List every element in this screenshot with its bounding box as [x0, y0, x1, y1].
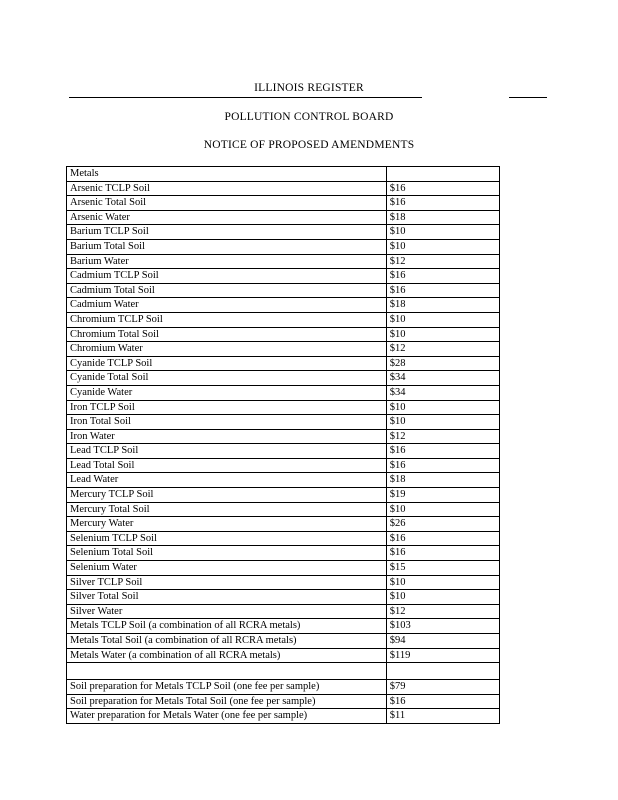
row-fee: $34 — [386, 385, 499, 400]
row-item: Mercury Water — [67, 517, 387, 532]
row-fee: $103 — [386, 619, 499, 634]
row-fee: $94 — [386, 634, 499, 649]
row-item: Cyanide Water — [67, 385, 387, 400]
table-row — [67, 385, 500, 400]
row-fee: $10 — [386, 415, 499, 430]
row-item: Metals TCLP Soil (a combination of all RCRA metals) — [67, 619, 387, 634]
row-item: Iron Water — [67, 429, 387, 444]
row-item: Cadmium Total Soil — [67, 283, 387, 298]
table-row — [67, 575, 500, 590]
table-heading-row — [67, 167, 500, 182]
table-row — [67, 181, 500, 196]
row-item: Barium Total Soil — [67, 239, 387, 254]
row-item: Cadmium TCLP Soil — [67, 269, 387, 284]
row-fee: $16 — [386, 269, 499, 284]
notice-title: NOTICE OF PROPOSED AMENDMENTS — [203, 139, 415, 151]
board-title: POLLUTION CONTROL BOARD — [224, 111, 394, 123]
row-item: Cyanide Total Soil — [67, 371, 387, 386]
row-item: Selenium Water — [67, 561, 387, 576]
row-fee: $18 — [386, 298, 499, 313]
table-row — [67, 590, 500, 605]
table-row — [67, 680, 500, 695]
table-row — [67, 546, 500, 561]
row-fee: $11 — [386, 709, 499, 724]
table-row — [67, 444, 500, 459]
row-fee: $18 — [386, 473, 499, 488]
table-heading: Metals — [67, 167, 387, 182]
row-fee: $15 — [386, 561, 499, 576]
table-row — [67, 663, 500, 680]
table-row — [67, 429, 500, 444]
row-fee: $16 — [386, 196, 499, 211]
table-row — [67, 210, 500, 225]
row-fee: $19 — [386, 488, 499, 503]
row-item: Lead Total Soil — [67, 458, 387, 473]
row-item: Arsenic Total Soil — [67, 196, 387, 211]
row-fee: $12 — [386, 604, 499, 619]
row-item: Arsenic Water — [67, 210, 387, 225]
row-item: Chromium Water — [67, 342, 387, 357]
table-row — [67, 415, 500, 430]
row-fee: $28 — [386, 356, 499, 371]
row-fee: $26 — [386, 517, 499, 532]
row-item: Soil preparation for Metals TCLP Soil (one fee per sample) — [67, 680, 387, 695]
row-fee: $79 — [386, 680, 499, 695]
row-fee: $119 — [386, 648, 499, 663]
row-fee: $18 — [386, 210, 499, 225]
row-item: Chromium TCLP Soil — [67, 312, 387, 327]
row-item: Arsenic TCLP Soil — [67, 181, 387, 196]
row-item: Iron Total Soil — [67, 415, 387, 430]
header-rule-left — [69, 97, 422, 98]
row-item: Selenium TCLP Soil — [67, 531, 387, 546]
row-fee: $16 — [386, 458, 499, 473]
table-row — [67, 619, 500, 634]
row-fee: $12 — [386, 429, 499, 444]
table-row — [67, 604, 500, 619]
row-fee: $10 — [386, 239, 499, 254]
table-row — [67, 312, 500, 327]
row-item: Soil preparation for Metals Total Soil (one fee per sample) — [67, 694, 387, 709]
row-fee: $16 — [386, 546, 499, 561]
table-row — [67, 458, 500, 473]
table-row — [67, 239, 500, 254]
row-item: Cyanide TCLP Soil — [67, 356, 387, 371]
row-item: Barium TCLP Soil — [67, 225, 387, 240]
table-row — [67, 254, 500, 269]
table-row — [67, 371, 500, 386]
table-row — [67, 634, 500, 649]
header-rule-right — [509, 97, 547, 98]
table-row — [67, 648, 500, 663]
row-item: Lead TCLP Soil — [67, 444, 387, 459]
table-row — [67, 269, 500, 284]
table-row — [67, 225, 500, 240]
row-item: Barium Water — [67, 254, 387, 269]
table-row — [67, 561, 500, 576]
table-heading-fee — [386, 167, 499, 182]
table-row — [67, 517, 500, 532]
row-item — [67, 663, 387, 680]
row-item: Selenium Total Soil — [67, 546, 387, 561]
table-row — [67, 400, 500, 415]
row-item: Mercury Total Soil — [67, 502, 387, 517]
row-fee: $10 — [386, 590, 499, 605]
table-row — [67, 694, 500, 709]
table-row — [67, 473, 500, 488]
table-row — [67, 196, 500, 211]
row-item: Chromium Total Soil — [67, 327, 387, 342]
row-fee: $12 — [386, 342, 499, 357]
table-row — [67, 502, 500, 517]
table-row — [67, 342, 500, 357]
row-fee: $16 — [386, 444, 499, 459]
row-fee: $34 — [386, 371, 499, 386]
table-row — [67, 356, 500, 371]
row-item: Mercury TCLP Soil — [67, 488, 387, 503]
row-item: Cadmium Water — [67, 298, 387, 313]
row-item: Silver Water — [67, 604, 387, 619]
table-row — [67, 327, 500, 342]
table-row — [67, 531, 500, 546]
row-item: Water preparation for Metals Water (one fee per sample) — [67, 709, 387, 724]
row-fee: $16 — [386, 181, 499, 196]
row-item: Silver TCLP Soil — [67, 575, 387, 590]
row-fee: $10 — [386, 502, 499, 517]
table-row — [67, 298, 500, 313]
row-fee: $16 — [386, 531, 499, 546]
register-title: ILLINOIS REGISTER — [254, 82, 364, 94]
table-row — [67, 709, 500, 724]
row-fee: $16 — [386, 694, 499, 709]
table-row — [67, 283, 500, 298]
row-fee: $12 — [386, 254, 499, 269]
row-fee: $10 — [386, 225, 499, 240]
table-row — [67, 488, 500, 503]
row-item: Iron TCLP Soil — [67, 400, 387, 415]
row-fee: $10 — [386, 327, 499, 342]
row-item: Lead Water — [67, 473, 387, 488]
row-fee: $10 — [386, 400, 499, 415]
row-item: Metals Total Soil (a combination of all RCRA metals) — [67, 634, 387, 649]
row-fee — [386, 663, 499, 680]
fee-table — [66, 166, 500, 724]
row-fee: $10 — [386, 575, 499, 590]
row-item: Metals Water (a combination of all RCRA metals) — [67, 648, 387, 663]
row-item: Silver Total Soil — [67, 590, 387, 605]
row-fee: $16 — [386, 283, 499, 298]
row-fee: $10 — [386, 312, 499, 327]
